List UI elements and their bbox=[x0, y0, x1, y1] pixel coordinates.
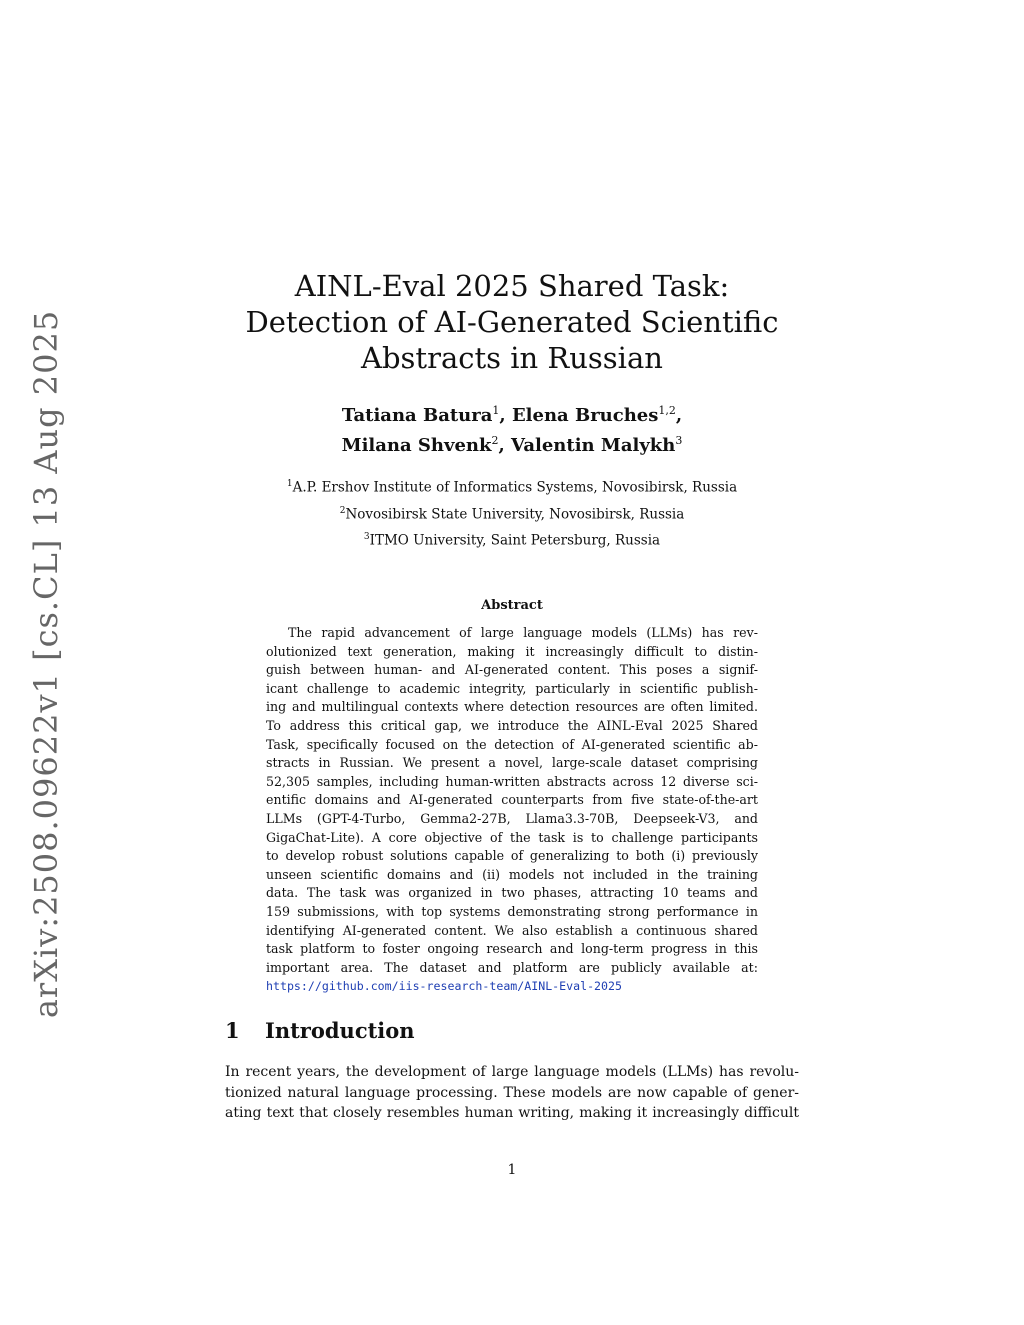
paper-title bbox=[200, 268, 824, 376]
author-affiliation-mark: 2 bbox=[491, 434, 499, 447]
author-name: Elena Bruches bbox=[511, 405, 659, 426]
author-list bbox=[200, 398, 824, 458]
abstract-line: 52,305 samples, including human-written abstracts across 12 diverse sci- bbox=[266, 773, 758, 789]
section-title: Introduction bbox=[265, 1018, 415, 1043]
affiliation-text: A.P. Ershov Institute of Informatics Systems, Novosibirsk, Russia bbox=[292, 479, 738, 496]
affiliation-list bbox=[200, 473, 824, 553]
author-line: Milana Shvenk$^2$, Valentin Malykh$^3$ bbox=[341, 434, 683, 456]
abstract-line: 159 submissions, with top systems demonstrating strong performance in bbox=[266, 903, 758, 919]
abstract-line: To address this critical gap, we introduce the AINL-Eval 2025 Shared bbox=[266, 717, 758, 733]
author-name: Tatiana Batura bbox=[341, 405, 493, 426]
abstract-line: entific domains and AI-generated counterparts from five state-of-the-art bbox=[266, 792, 758, 808]
abstract-line: identifying AI-generated content. We also establish a continuous shared bbox=[266, 922, 758, 938]
affiliation-item bbox=[200, 526, 824, 553]
abstract-line: task platform to foster ongoing research and long-term progress in this bbox=[266, 941, 758, 957]
affiliation-mark: 2 bbox=[339, 505, 346, 516]
abstract-line: Task, specifically focused on the detection of AI-generated scientific ab- bbox=[266, 736, 758, 752]
abstract-line: The rapid advancement of large language models (LLMs) has rev- bbox=[288, 625, 758, 640]
affiliation-text: ITMO University, Saint Petersburg, Russia bbox=[369, 532, 661, 549]
author-affiliation-mark: 1,2 bbox=[658, 404, 676, 417]
abstract-line: olutionized text generation, making it increasingly difficult to distin- bbox=[266, 643, 758, 659]
abstract-line: unseen scientific domains and (ii) models not included in the training bbox=[266, 866, 758, 882]
author-affiliation-mark: 3 bbox=[675, 434, 683, 447]
affiliation-item bbox=[200, 500, 824, 527]
section-heading-introduction bbox=[225, 1018, 415, 1043]
abstract-line: icant challenge to academic integrity, particularly in scientific publish- bbox=[266, 680, 758, 696]
abstract-line: data. The task was organized in two phases, attracting 10 teams and bbox=[266, 885, 758, 901]
affiliation-mark: 3 bbox=[363, 532, 370, 542]
abstract-heading: Abstract bbox=[481, 598, 543, 613]
affiliation-text: Novosibirsk State University, Novosibirsk, Russia bbox=[345, 506, 685, 522]
abstract-line: ing and multilingual contexts where detection resources are often limited. bbox=[266, 699, 758, 715]
title-line: Detection of AI-Generated Scientific bbox=[245, 305, 779, 339]
affiliation-mark: 1 bbox=[286, 479, 293, 489]
abstract-line: stracts in Russian. We present a novel, large-scale dataset comprising bbox=[266, 755, 758, 771]
abstract-line: to develop robust solutions capable of generalizing to both (i) previously bbox=[266, 848, 758, 864]
abstract-line: LLMs (GPT-4-Turbo, Gemma2-27B, Llama3.3-70B, Deepseek-V3, and bbox=[266, 810, 758, 826]
author-affiliation-mark: 1 bbox=[492, 404, 500, 417]
title-line: AINL-Eval 2025 Shared Task: bbox=[294, 269, 730, 303]
title-line: Abstracts in Russian bbox=[361, 341, 663, 375]
intro-line: tionized natural language processing. These models are now capable of gener- bbox=[225, 1084, 799, 1101]
arxiv-identifier-stamp: arXiv:2508.09622v1 [cs.CL] 13 Aug 2025 bbox=[27, 309, 65, 1019]
intro-line: In recent years, the development of large language models (LLMs) has revolu- bbox=[225, 1064, 799, 1080]
section-number: 1 bbox=[225, 1018, 240, 1043]
affiliation-item bbox=[200, 473, 824, 500]
dataset-repository-link[interactable]: https://github.com/iis-research-team/AINL-Eval-2025 bbox=[266, 979, 622, 994]
abstract-line: GigaChat-Lite). A core objective of the task is to challenge participants bbox=[266, 829, 758, 845]
page-number: 1 bbox=[507, 1162, 517, 1178]
author-line: Tatiana Batura$^1$, Elena Bruches$^{1,2}$, bbox=[341, 404, 683, 426]
author-name: Milana Shvenk bbox=[341, 435, 492, 456]
introduction-body bbox=[225, 1062, 799, 1124]
intro-line: ating text that closely resembles human writing, making it increasingly difficult bbox=[225, 1105, 799, 1121]
abstract-line: guish between human- and AI-generated content. This poses a signif- bbox=[266, 662, 758, 678]
abstract-body bbox=[266, 624, 758, 996]
abstract-line: important area. The dataset and platform are publicly available at: bbox=[266, 959, 758, 975]
author-name: Valentin Malykh bbox=[511, 435, 676, 456]
